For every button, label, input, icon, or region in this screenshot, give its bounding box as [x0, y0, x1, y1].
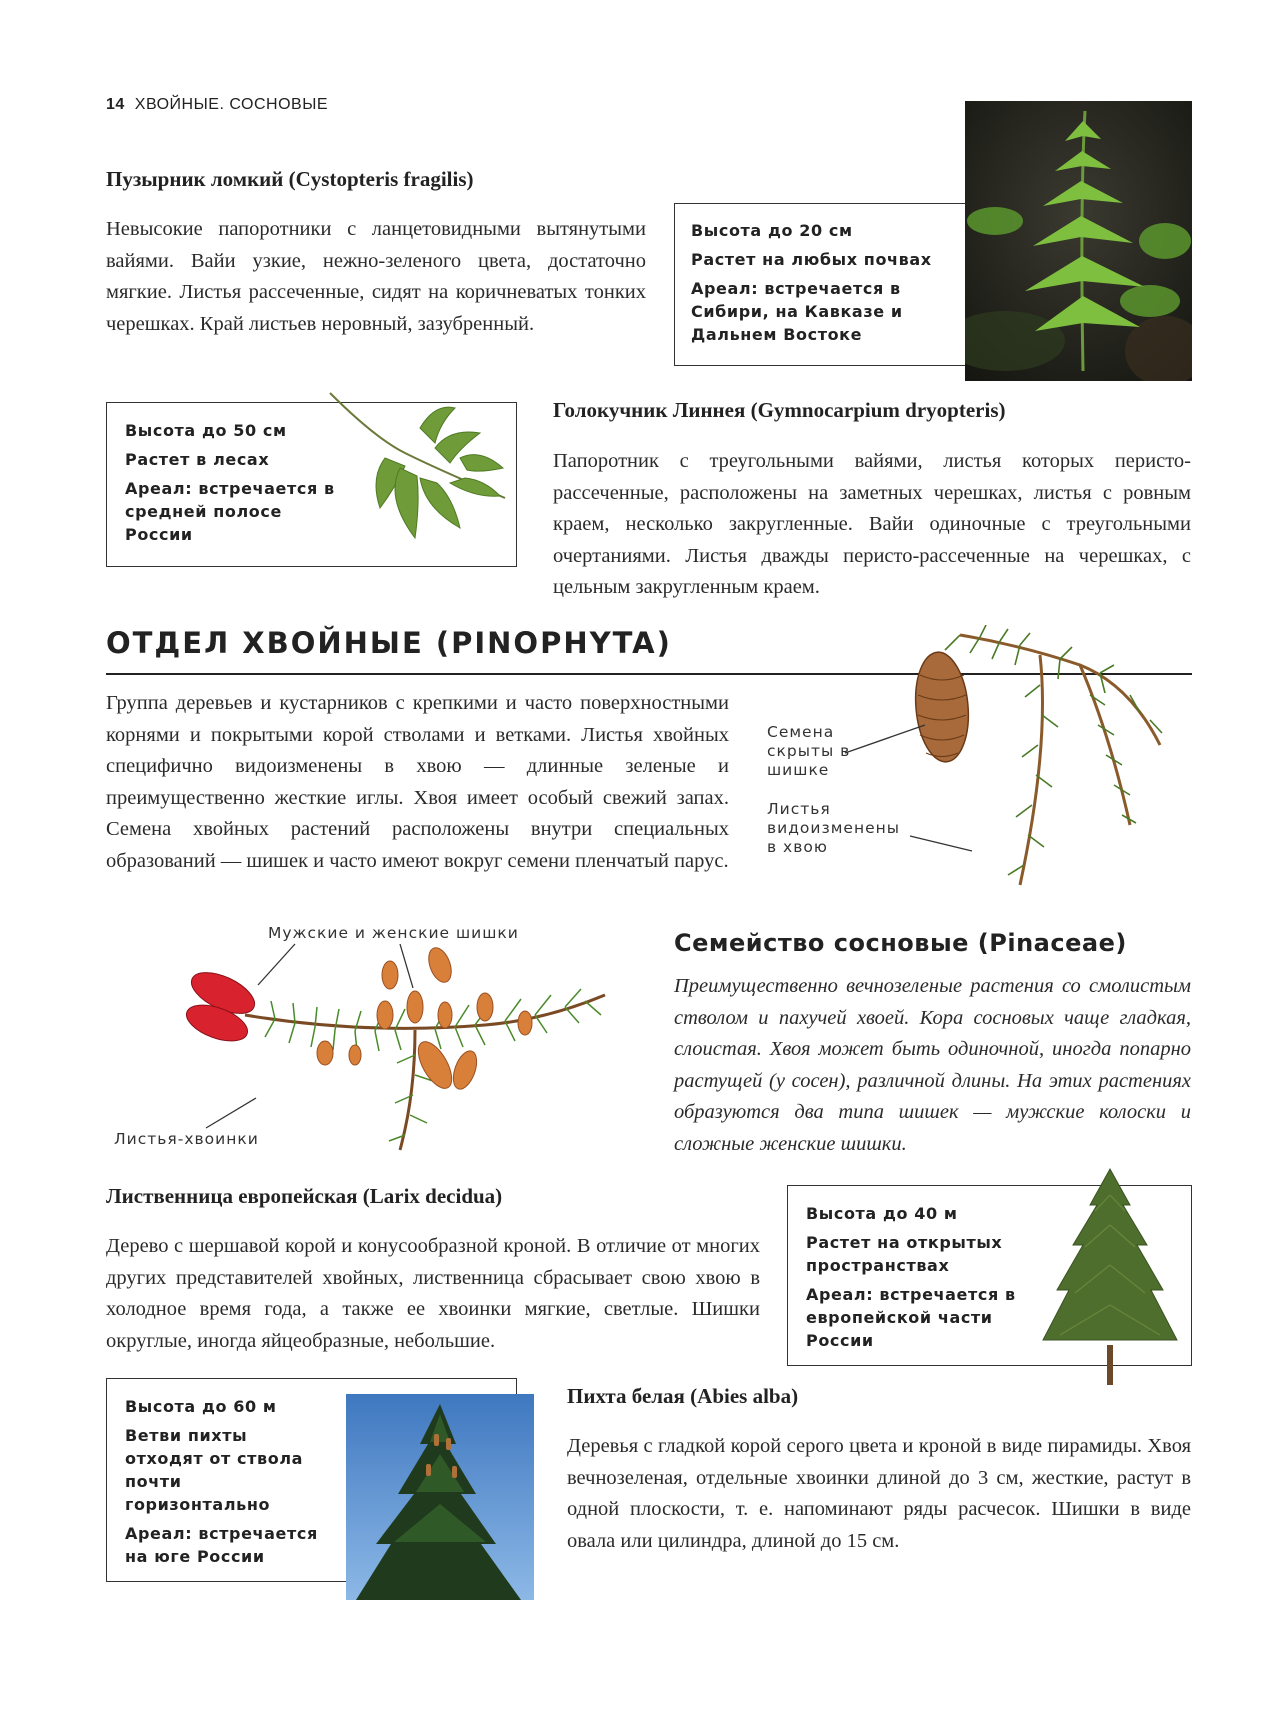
- info-soil: Растет на любых почвах: [691, 250, 932, 269]
- info-height: Высота до 60 м: [125, 1397, 277, 1416]
- larix-title: Лиственница европейская (Larix decidua): [106, 1184, 503, 1208]
- info-height: Высота до 50 см: [125, 421, 287, 440]
- family-title: Семейство сосновые (Pinaceae): [674, 929, 1127, 957]
- info-habitat: Растет в лесах: [125, 450, 270, 469]
- cystopteris-text: Невысокие папоротники с ланцетовидными вытянутыми вайями. Вайи узкие, нежно-зеленого цвета, достаточно мягкие. Листья рассеченные, сидят на коричневатых тонких черешках. Край листьев неровный, зазубренный.: [106, 218, 646, 335]
- section-name: ХВОЙНЫЕ. СОСНОВЫЕ: [134, 96, 329, 113]
- abies-title: Пихта белая (Abies alba): [567, 1384, 799, 1408]
- label-needles-branch: Листья-хвоинки: [114, 1130, 259, 1148]
- running-header: [106, 96, 328, 114]
- gymnocarpium-text: Папоротник с треугольными вайями, листья которых перисто-рассеченные, расположены на заметных черешках, листья с ровным краем, несколько закругленные. Вайи одиночные с треугольными очертаниями. Листья дважды перисто-рассеченные на черешках, с цельным закругленным краем.: [553, 450, 1191, 598]
- info-range: Ареал: встречается в европейской части России: [806, 1285, 1016, 1350]
- info-height: Высота до 20 см: [691, 221, 853, 240]
- family-text: Преимущественно вечнозеленые растения со смолистым стволом и пахучей хвоей. Кора сосновых чаще гладкая, слоистая. Хвоя может быть одиночной, иногда попарно растущей (у сосен), различной длины. На этих растениях образуются два типа шишек — мужские колоски и сложные женские шишки.: [674, 975, 1191, 1155]
- fern-photo: [965, 101, 1192, 381]
- label-cones: Мужские и женские шишки: [268, 924, 519, 942]
- abies-photo: [346, 1394, 534, 1600]
- info-range: Ареал: встречается в Сибири, на Кавказе и Дальнем Востоке: [691, 279, 903, 344]
- label-needles: Листья видоизменены в хвою: [767, 800, 900, 856]
- label-seeds: Семена скрыты в шишке: [767, 723, 851, 779]
- division-text: Группа деревьев и кустарников с крепкими и часто поверхностными корнями и покрытыми корой стволами и ветками. Листья хвойных специфично видоизменены в хвою — длинные зеленые и преимущественно жесткие иглы. Хвоя имеет особый свежий запах. Семена хвойных растений расположены внутри специальных образований — шишек и часто имеют вокруг семени пленчатый парус.: [106, 692, 729, 872]
- branch-cones-illustration: [185, 945, 615, 1155]
- info-habitat: Растет на открытых пространствах: [806, 1233, 1003, 1275]
- gymnocarpium-illustration: [325, 388, 525, 563]
- info-range: Ареал: встречается в средней полосе России: [125, 479, 335, 544]
- cystopteris-infobox: [674, 203, 969, 366]
- info-range: Ареал: встречается на юге России: [125, 1524, 318, 1566]
- gymnocarpium-title: Голокучник Линнея (Gymnocarpium dryopteris): [553, 398, 1006, 422]
- page-number: 14: [106, 96, 125, 113]
- larix-tree-illustration: [1035, 1165, 1185, 1385]
- info-height: Высота до 40 м: [806, 1204, 958, 1223]
- larix-text: Дерево с шершавой корой и конусообразной кроной. В отличие от многих других представителей хвойных, лиственница сбрасывает свою хвою в холодное время года, а также ее хвоинки мягкие, светлые. Шишки округлые, иногда яйцеобразные, небольшие.: [106, 1235, 760, 1352]
- cystopteris-title: Пузырник ломкий (Cystopteris fragilis): [106, 167, 474, 191]
- info-branches: Ветви пихты отходят от ствола почти горизонтально: [125, 1426, 304, 1514]
- abies-text: Деревья с гладкой корой серого цвета и кроной в виде пирамиды. Хвоя вечнозеленая, отдельные хвоинки длиной до 3 см, жесткие, растут в одной плоскости, т. е. напоминают ряды расчесок. Шишки в виде овала или цилиндра, длиной до 15 см.: [567, 1435, 1191, 1552]
- division-title: ОТДЕЛ ХВОЙНЫЕ (PINOPHYTA): [106, 626, 672, 660]
- spruce-cone-illustration: [900, 625, 1170, 895]
